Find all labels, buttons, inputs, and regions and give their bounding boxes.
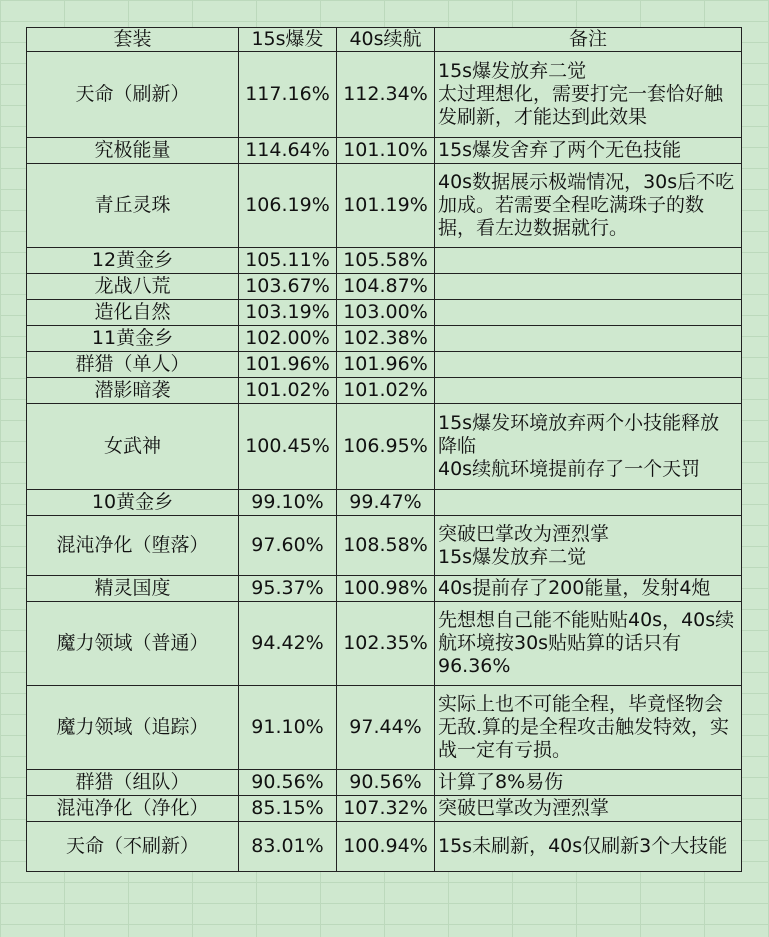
cell-note[interactable] [435,576,742,602]
cell-burst-value[interactable]: 100.45% [239,404,337,490]
cell-note[interactable] [435,490,742,516]
cell-set-name[interactable]: 天命（不刷新） [27,822,239,872]
cell-note[interactable] [435,164,742,248]
table-row [27,138,742,164]
cell-burst-value[interactable]: 90.56% [239,770,337,796]
cell-burst-value[interactable]: 117.16% [239,52,337,138]
cell-set-name[interactable]: 女武神 [27,404,239,490]
cell-note[interactable] [435,516,742,576]
cell-set-name[interactable]: 究极能量 [27,138,239,164]
cell-sustain-value[interactable]: 101.96% [337,352,435,378]
cell-burst-value[interactable]: 99.10% [239,490,337,516]
table-row [27,602,742,686]
cell-burst-value[interactable]: 94.42% [239,602,337,686]
cell-sustain-value[interactable]: 97.44% [337,686,435,770]
table-row [27,274,742,300]
cell-sustain-value[interactable]: 108.58% [337,516,435,576]
cell-burst-value[interactable]: 103.67% [239,274,337,300]
table-row [27,52,742,138]
cell-sustain-value[interactable]: 100.94% [337,822,435,872]
cell-set-name[interactable]: 混沌净化（净化） [27,796,239,822]
cell-burst-value[interactable]: 83.01% [239,822,337,872]
note-line: 40s提前存了200能量，发射4炮 [438,577,711,599]
cell-sustain-value[interactable]: 112.34% [337,52,435,138]
cell-sustain-value[interactable]: 90.56% [337,770,435,796]
table-row [27,490,742,516]
note-line: 太过理想化，需要打完一套恰好触发刷新，才能达到此效果 [438,83,724,128]
cell-sustain-value[interactable]: 101.19% [337,164,435,248]
cell-set-name[interactable]: 天命（刷新） [27,52,239,138]
note-line: 突破巴掌改为湮烈掌 [438,522,610,545]
cell-sustain-value[interactable]: 103.00% [337,300,435,326]
cell-note[interactable] [435,822,742,872]
cell-set-name[interactable]: 龙战八荒 [27,274,239,300]
table-row [27,770,742,796]
cell-note[interactable] [435,770,742,796]
cell-set-name[interactable]: 造化自然 [27,300,239,326]
cell-note[interactable] [435,300,742,326]
cell-set-name[interactable]: 精灵国度 [27,576,239,602]
cell-burst-value[interactable]: 95.37% [239,576,337,602]
cell-note[interactable] [435,352,742,378]
note-line: 15s未刷新，40s仅刷新3个大技能 [438,835,728,857]
cell-set-name[interactable]: 群猎（单人） [27,352,239,378]
cell-set-name[interactable]: 混沌净化（堕落） [27,516,239,576]
table-row [27,796,742,822]
table-row [27,248,742,274]
cell-burst-value[interactable]: 101.02% [239,378,337,404]
header-row [27,28,742,52]
note-line: 实际上也不可能全程，毕竟怪物会无敌.算的是全程攻击触发特效，实战一定有亏损。 [438,693,730,761]
cell-set-name[interactable]: 12黄金乡 [27,248,239,274]
cell-sustain-value[interactable]: 105.58% [337,248,435,274]
table-row [27,352,742,378]
set-comparison-table [26,27,742,872]
table-row [27,326,742,352]
table-row [27,686,742,770]
cell-set-name[interactable]: 魔力领域（普通） [27,602,239,686]
cell-sustain-value[interactable]: 101.10% [337,138,435,164]
note-line: 15s爆发放弃二觉 [438,545,587,568]
cell-sustain-value[interactable]: 104.87% [337,274,435,300]
header-burst[interactable]: 15s爆发 [239,28,337,52]
cell-burst-value[interactable]: 105.11% [239,248,337,274]
header-set[interactable]: 套装 [27,28,239,52]
cell-burst-value[interactable]: 114.64% [239,138,337,164]
note-line: 突破巴掌改为湮烈掌 [438,797,610,819]
cell-set-name[interactable]: 魔力领域（追踪） [27,686,239,770]
cell-note[interactable] [435,248,742,274]
cell-burst-value[interactable]: 103.19% [239,300,337,326]
cell-burst-value[interactable]: 102.00% [239,326,337,352]
cell-set-name[interactable]: 10黄金乡 [27,490,239,516]
table-row [27,378,742,404]
cell-note[interactable] [435,274,742,300]
cell-note[interactable] [435,796,742,822]
cell-sustain-value[interactable]: 106.95% [337,404,435,490]
note-line: 先想想自己能不能贴贴40s，40s续航环境按30s贴贴算的话只有96.36% [438,609,735,677]
cell-set-name[interactable]: 潜影暗袭 [27,378,239,404]
note-line: 15s爆发舍弃了两个无色技能 [438,139,682,161]
table-body [27,52,742,872]
cell-sustain-value[interactable]: 102.35% [337,602,435,686]
cell-sustain-value[interactable]: 107.32% [337,796,435,822]
cell-set-name[interactable]: 11黄金乡 [27,326,239,352]
cell-burst-value[interactable]: 91.10% [239,686,337,770]
cell-note[interactable] [435,378,742,404]
cell-burst-value[interactable]: 106.19% [239,164,337,248]
cell-sustain-value[interactable]: 102.38% [337,326,435,352]
cell-set-name[interactable]: 青丘灵珠 [27,164,239,248]
table-row [27,576,742,602]
cell-burst-value[interactable]: 101.96% [239,352,337,378]
cell-sustain-value[interactable]: 100.98% [337,576,435,602]
cell-set-name[interactable]: 群猎（组队） [27,770,239,796]
cell-note[interactable] [435,602,742,686]
note-line: 40s续航环境提前存了一个天罚 [438,458,701,480]
header-sustain[interactable]: 40s续航 [337,28,435,52]
cell-burst-value[interactable]: 97.60% [239,516,337,576]
table-row [27,822,742,872]
cell-note[interactable] [435,326,742,352]
table-row [27,300,742,326]
note-line: 15s爆发环境放弃两个小技能释放降临 [438,412,720,457]
table-row [27,164,742,248]
cell-note[interactable] [435,138,742,164]
cell-note[interactable] [435,686,742,770]
table-row [27,516,742,576]
cell-sustain-value[interactable]: 101.02% [337,378,435,404]
table-row [27,404,742,490]
cell-burst-value[interactable]: 85.15% [239,796,337,822]
cell-sustain-value[interactable]: 99.47% [337,490,435,516]
cell-note[interactable] [435,404,742,490]
note-line: 15s爆发放弃二觉 [438,60,587,82]
note-line: 计算了8%易伤 [438,771,564,793]
header-note[interactable]: 备注 [435,28,742,52]
cell-note[interactable] [435,52,742,138]
note-line: 40s数据展示极端情况，30s后不吃加成。若需要全程吃满珠子的数据，看左边数据就行。 [438,171,735,239]
